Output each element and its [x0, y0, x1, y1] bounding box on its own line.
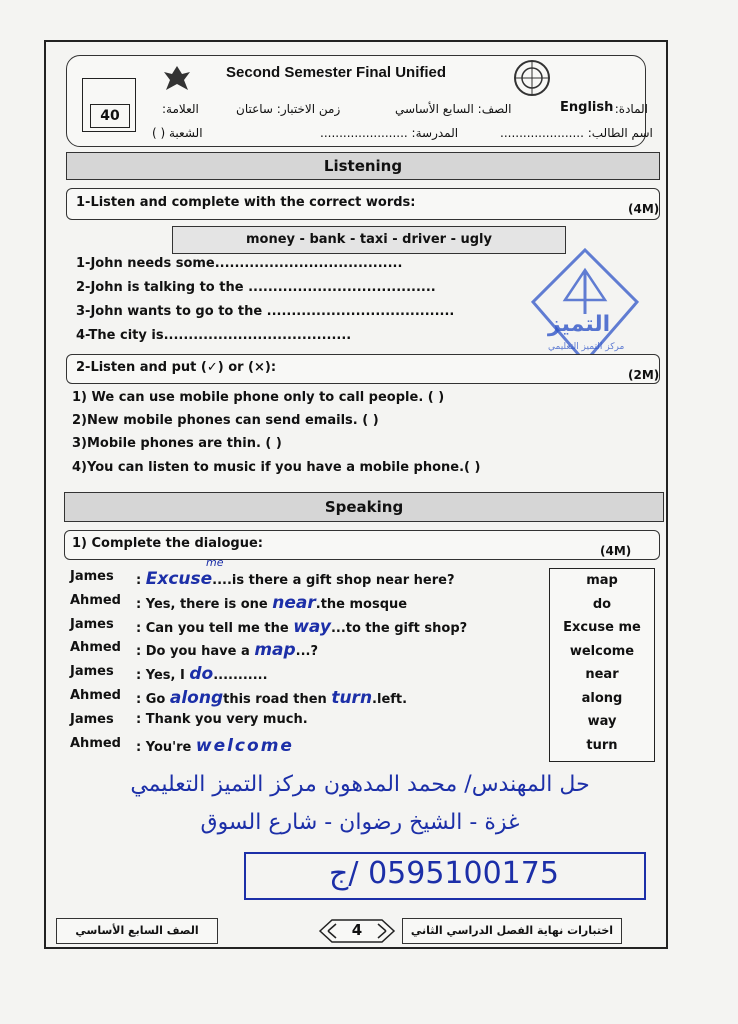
word-box-item: map — [586, 573, 618, 588]
speaking-band: Speaking — [64, 492, 664, 522]
answer-2: near — [272, 593, 316, 613]
grade-label: الصف: السابع الأساسي — [395, 102, 512, 116]
listening-band: Listening — [66, 152, 660, 180]
listening-q1-heading: 1-Listen and complete with the correct words: — [76, 195, 416, 210]
answer-7: turn — [331, 688, 373, 708]
listening-q2-item-2: 2)New mobile phones can send emails. ( ) — [72, 413, 379, 428]
dialogue-line-1: : Excuse....is there a gift shop near here? — [136, 569, 455, 589]
exam-title: Second Semester Final Unified — [226, 64, 447, 81]
dialogue-line-6: : Go alongthis road then turn.left. — [136, 688, 408, 708]
stamp-subtext: مركز التميز التعليمي — [548, 342, 625, 352]
answer-8: welcome — [195, 736, 294, 756]
dialogue-speaker: James — [70, 569, 114, 584]
listening-q1-marks: (4M) — [628, 202, 660, 216]
wordbank-box: money - bank - taxi - driver - ugly — [172, 226, 566, 254]
subject-value: English — [560, 100, 614, 115]
dialogue-line-4: : Do you have a map...? — [136, 640, 319, 660]
mark-label: العلامة: — [162, 102, 199, 116]
answer-4: map — [254, 640, 296, 660]
dialogue-speaker: James — [70, 617, 114, 632]
word-box-item: near — [585, 667, 619, 682]
word-box-item: way — [587, 714, 617, 729]
exam-time-label: زمن الاختبار: ساعتان — [236, 102, 341, 116]
handwritten-line-1: حل المهندس/ محمد المدهون مركز التميز التعليمي — [130, 772, 590, 797]
answer-6: along — [169, 688, 224, 708]
listening-q2-item-3: 3)Mobile phones are thin. ( ) — [72, 436, 282, 451]
answer-3: way — [293, 617, 331, 637]
dialogue-speaker: Ahmed — [70, 688, 121, 703]
dialogue-speaker: James — [70, 664, 114, 679]
word-box-item: along — [581, 690, 623, 706]
word-box-item: do — [592, 596, 612, 612]
answer-1: Excuse — [145, 569, 213, 589]
school-field: المدرسة: ....................... — [320, 126, 459, 140]
listening-q2-item-4: 4)You can listen to music if you have a mobile phone.( ) — [72, 460, 481, 475]
listening-q2-heading: 2-Listen and put (✓) or (×): — [76, 360, 277, 375]
footer-grade: الصف السابع الأساسي — [56, 918, 218, 944]
footer-exam-title: اختبارات نهاية الفصل الدراسي الثاني — [402, 918, 622, 944]
listening-q1-item-3: 3-John wants to go to the ...................................... — [76, 304, 455, 319]
dialogue-line-2: : Yes, there is one near.the mosque — [136, 593, 408, 613]
dialogue-speaker: Ahmed — [70, 736, 121, 751]
dialogue-speaker: James — [70, 712, 114, 727]
word-box-item: turn — [586, 737, 618, 753]
stamp-text: التميز — [548, 312, 611, 337]
un-emblem-icon — [512, 58, 552, 98]
listening-q2-item-1: 1) We can use mobile phone only to call people. ( ) — [72, 390, 445, 405]
dialogue-line-8: : You're welcome — [136, 736, 294, 756]
speaking-q1-heading: 1) Complete the dialogue: — [72, 536, 263, 551]
section-field: الشعبة ( ) — [152, 126, 203, 140]
dialogue-line-3: : Can you tell me the way...to the gift shop? — [136, 617, 468, 637]
handwritten-phone: 0595100175 /ج — [329, 856, 559, 891]
speaking-q1-marks: (4M) — [600, 544, 632, 558]
listening-q2-marks: (2M) — [628, 368, 660, 382]
dialogue-line-5: : Yes, I do........... — [136, 664, 268, 684]
word-box — [549, 568, 655, 762]
word-box-item: welcome — [569, 643, 635, 659]
page-number: 4 — [351, 921, 363, 939]
palestine-emblem-icon — [160, 62, 194, 96]
footer-page-number — [318, 916, 396, 946]
word-box-item: Excuse me — [563, 620, 641, 635]
listening-q1-item-1: 1-John needs some...................................... — [76, 256, 403, 271]
answer-5: do — [189, 664, 214, 684]
handwritten-line-2: غزة - الشيخ رضوان - شارع السوق — [200, 810, 520, 835]
dialogue-speaker: Ahmed — [70, 640, 121, 655]
score-value: 40 — [90, 104, 130, 128]
dialogue-line-7: : Thank you very much. — [136, 712, 308, 727]
dialogue-speaker: Ahmed — [70, 593, 121, 608]
answer-note: me — [206, 556, 224, 569]
subject-label: المادة: — [614, 102, 648, 116]
student-name-field: اسم الطالب: ...................... — [500, 126, 653, 140]
listening-q1-item-2: 2-John is talking to the ...................................... — [76, 280, 436, 295]
institute-stamp-icon — [525, 242, 645, 372]
listening-q1-item-4: 4-The city is...................................... — [76, 328, 352, 343]
